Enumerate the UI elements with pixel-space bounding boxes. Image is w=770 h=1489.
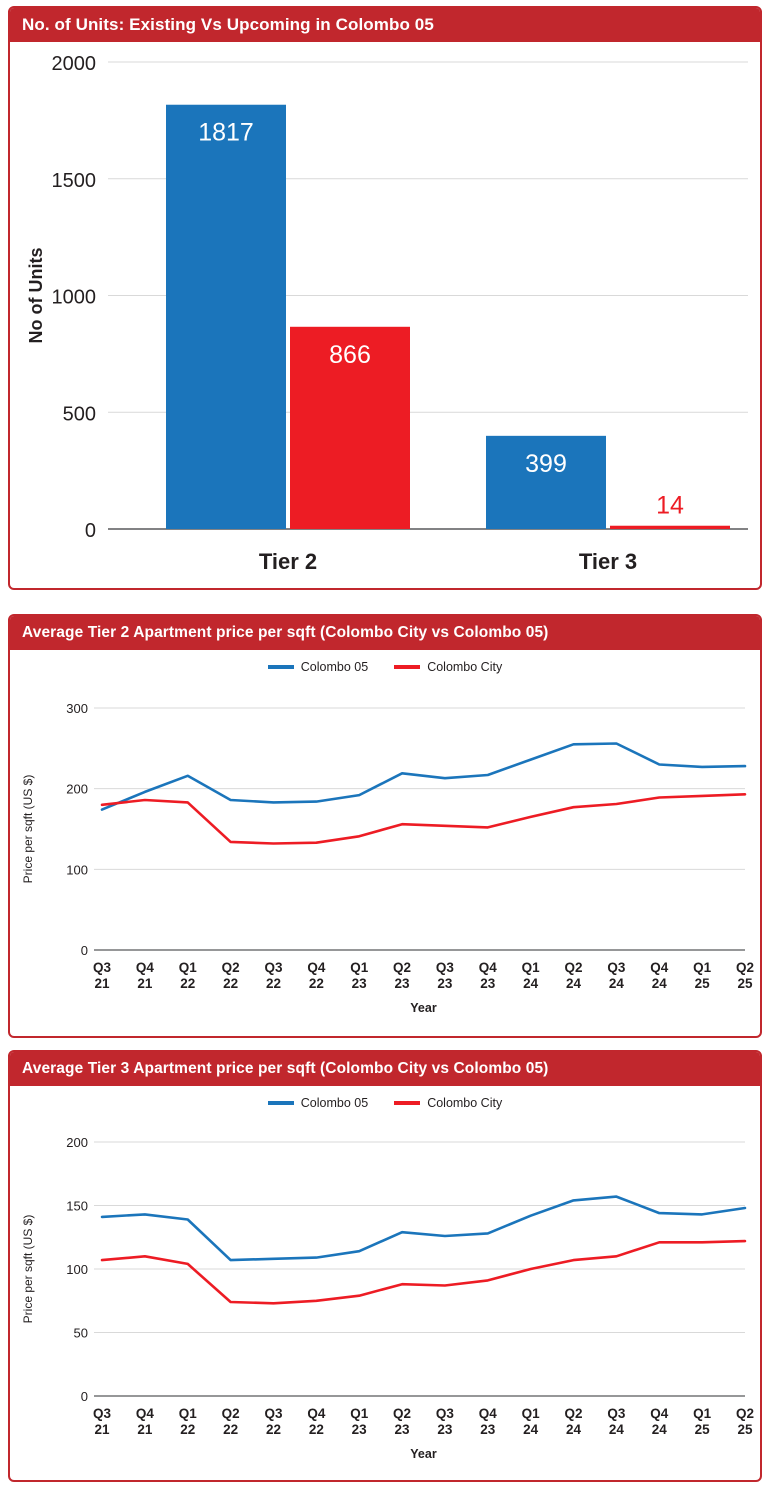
line-x-tick: Q4 [478, 960, 497, 975]
line-x-tick-year: 23 [351, 976, 367, 991]
bar-y-tick: 1500 [51, 169, 96, 192]
line-x-tick-year: 25 [694, 1422, 710, 1437]
line-y-tick: 100 [66, 862, 88, 878]
bar-value-label: 1817 [198, 118, 254, 147]
tier2-legend [10, 656, 760, 678]
tier2-chart-panel [8, 614, 762, 1038]
line-y-tick: 200 [66, 1135, 88, 1150]
line-y-tick: 0 [80, 1389, 88, 1404]
line-x-tick-year: 23 [394, 1422, 410, 1437]
line-y-tick: 300 [66, 701, 88, 716]
line-y-tick: 150 [66, 1198, 88, 1214]
line-x-tick: Q1 [693, 960, 712, 975]
line-x-tick: Q4 [478, 1406, 497, 1421]
line-x-axis-label: Year [410, 1001, 437, 1015]
line-x-tick: Q1 [178, 960, 197, 975]
tier3-chart-svg [10, 1114, 760, 1480]
line-x-tick: Q3 [92, 960, 112, 975]
line-x-tick-year: 25 [737, 976, 753, 991]
line-x-tick-year: 22 [223, 976, 239, 991]
line-x-tick-year: 22 [265, 1422, 281, 1437]
line-x-tick: Q2 [735, 1406, 755, 1421]
bar-y-tick: 1000 [51, 286, 96, 309]
legend-item-colombocity [394, 1096, 502, 1110]
line-x-tick: Q1 [521, 1406, 540, 1421]
bar-y-tick: 500 [62, 403, 96, 426]
line-x-tick: Q3 [435, 1406, 454, 1421]
bar-rect [610, 526, 730, 529]
bar-chart-svg [10, 42, 760, 588]
line-x-tick: Q3 [435, 960, 454, 975]
bar-category-label: Tier 2 [258, 549, 318, 574]
bar-value-label: 866 [329, 340, 371, 369]
line-x-tick: Q2 [564, 960, 583, 975]
line-x-axis-label: Year [410, 1447, 437, 1461]
legend-item-colombo05 [268, 1096, 368, 1110]
line-x-tick: Q2 [393, 960, 412, 975]
tier3-chart-plot [10, 1114, 760, 1482]
line-x-tick: Q1 [350, 960, 369, 975]
line-x-tick: Q4 [307, 1406, 326, 1421]
line-x-tick: Q3 [92, 1406, 112, 1421]
tier2-chart-title: Average Tier 2 Apartment price per sqft (Colombo City vs Colombo 05) [10, 616, 760, 650]
legend-item-colombo05 [268, 660, 368, 674]
line-x-tick-year: 24 [523, 1422, 539, 1437]
line-x-tick-year: 23 [437, 976, 453, 991]
line-y-tick: 200 [66, 781, 88, 797]
legend-label-colombo05: Colombo 05 [300, 660, 369, 674]
line-x-tick: Q3 [264, 960, 283, 975]
line-x-tick: Q3 [607, 960, 626, 975]
line-x-tick-year: 24 [608, 976, 624, 991]
legend-label-colombocity: Colombo City [427, 1096, 503, 1110]
bar-y-axis-label: No of Units [26, 247, 46, 344]
line-y-axis-label: Price per sqft (US $) [21, 774, 35, 884]
line-y-tick: 50 [73, 1325, 88, 1341]
bar-chart-panel [8, 6, 762, 590]
legend-swatch-blue [268, 1101, 294, 1105]
line-x-tick-year: 22 [308, 976, 324, 991]
line-series-path [102, 794, 745, 843]
line-x-tick-year: 22 [180, 1422, 196, 1437]
line-x-tick: Q1 [521, 960, 540, 975]
line-y-tick: 0 [80, 943, 88, 958]
bar-category-label: Tier 3 [578, 549, 638, 574]
line-x-tick-year: 21 [137, 976, 153, 991]
bar-y-tick: 0 [84, 520, 96, 542]
bar-chart-plot [10, 42, 760, 590]
line-x-tick-year: 23 [480, 976, 496, 991]
line-x-tick-year: 24 [651, 1422, 667, 1437]
line-x-tick: Q4 [135, 960, 154, 975]
line-x-tick-year: 23 [480, 1422, 496, 1437]
line-y-tick: 100 [66, 1262, 88, 1277]
line-x-tick: Q2 [221, 1406, 240, 1421]
line-y-axis-label: Price per sqft (US $) [21, 1214, 35, 1324]
line-x-tick-year: 24 [608, 1422, 624, 1437]
bar-value-label: 14 [656, 491, 684, 520]
line-x-tick-year: 22 [308, 1422, 324, 1437]
line-series-path [102, 1197, 745, 1261]
bar-rect [166, 105, 286, 529]
line-x-tick: Q1 [178, 1406, 197, 1421]
line-x-tick: Q1 [693, 1406, 712, 1421]
legend-swatch-blue [268, 665, 294, 669]
line-x-tick: Q2 [221, 960, 240, 975]
line-x-tick: Q2 [735, 960, 755, 975]
line-x-tick: Q4 [650, 1406, 669, 1421]
line-x-tick: Q4 [135, 1406, 154, 1421]
line-x-tick: Q4 [650, 960, 669, 975]
line-x-tick-year: 21 [94, 976, 110, 991]
line-x-tick: Q3 [607, 1406, 626, 1421]
bar-chart-title: No. of Units: Existing Vs Upcoming in Colombo 05 [10, 8, 760, 42]
line-x-tick-year: 22 [223, 1422, 239, 1437]
line-x-tick-year: 25 [737, 1422, 753, 1437]
line-series-path [102, 1241, 745, 1303]
line-x-tick: Q4 [307, 960, 326, 975]
line-x-tick-year: 23 [394, 976, 410, 991]
line-x-tick-year: 21 [137, 1422, 153, 1437]
legend-swatch-red [394, 1101, 420, 1105]
line-x-tick-year: 24 [566, 976, 582, 991]
line-x-tick-year: 24 [523, 976, 539, 991]
tier2-chart-svg [10, 678, 760, 1036]
bar-y-tick: 2000 [51, 53, 96, 75]
line-x-tick-year: 23 [437, 1422, 453, 1437]
line-x-tick-year: 24 [566, 1422, 582, 1437]
legend-label-colombocity: Colombo City [427, 660, 503, 674]
bar-value-label: 399 [525, 449, 567, 478]
line-x-tick-year: 22 [265, 976, 281, 991]
line-x-tick: Q2 [393, 1406, 412, 1421]
line-x-tick: Q3 [264, 1406, 283, 1421]
line-x-tick-year: 21 [94, 1422, 110, 1437]
line-x-tick-year: 24 [651, 976, 667, 991]
line-x-tick: Q2 [564, 1406, 583, 1421]
legend-label-colombo05: Colombo 05 [300, 1096, 369, 1110]
line-x-tick-year: 22 [180, 976, 196, 991]
line-x-tick-year: 25 [694, 976, 710, 991]
legend-item-colombocity [394, 660, 502, 674]
tier3-chart-panel [8, 1050, 762, 1482]
line-x-tick: Q1 [350, 1406, 369, 1421]
tier3-chart-title: Average Tier 3 Apartment price per sqft (Colombo City vs Colombo 05) [10, 1052, 760, 1086]
line-x-tick-year: 23 [351, 1422, 367, 1437]
tier3-legend [10, 1092, 760, 1114]
tier2-chart-plot [10, 678, 760, 1038]
legend-swatch-red [394, 665, 420, 669]
